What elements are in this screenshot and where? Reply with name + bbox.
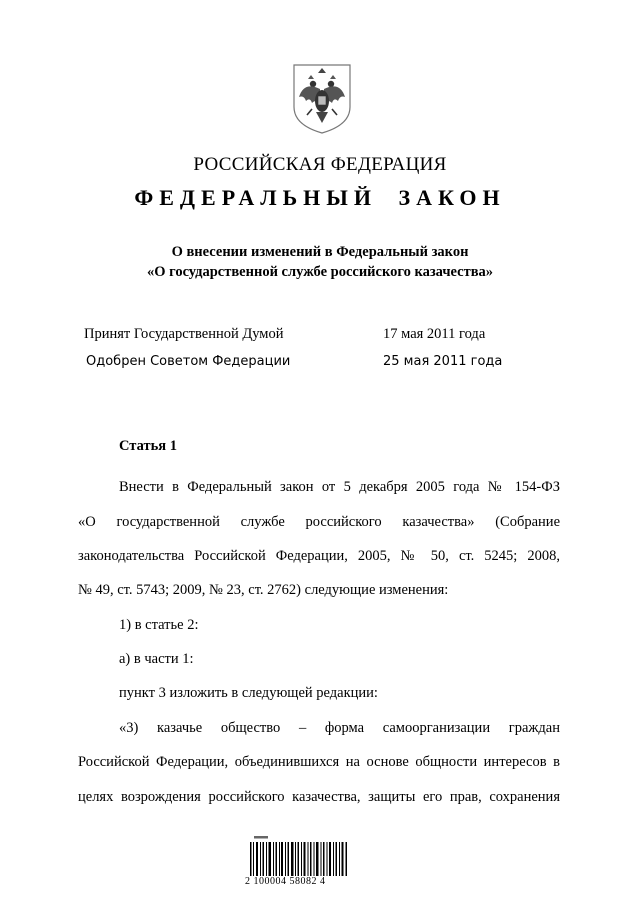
law-title (0, 242, 640, 282)
list-item: 1) в статье 2: (119, 617, 199, 633)
council-approval-label: Одобрен Советом Федерации (86, 354, 291, 369)
quoted-paragraph-line: Российской Федерации, объединившихся на основе общности интересов в (78, 754, 560, 770)
barcode-number: 2 100004 58082 4 (245, 876, 326, 887)
article-heading: Статья 1 (119, 438, 177, 454)
paragraph-line: «О государственной службе российского казачества» (Собрание (78, 514, 560, 530)
country-heading: РОССИЙСКАЯ ФЕДЕРАЦИЯ (193, 154, 447, 175)
quoted-paragraph-line: «3) казачье общество – форма самоорганизации граждан (119, 720, 560, 736)
list-item: а) в части 1: (119, 651, 194, 667)
council-approval-date: 25 мая 2011 года (383, 354, 503, 369)
quoted-paragraph-line: целях возрождения российского казачества, защиты его прав, сохранения (78, 789, 560, 805)
document-type-heading: ФЕДЕРАЛЬНЫЙ ЗАКОН (134, 185, 506, 210)
paragraph-line: № 49, ст. 5743; 2009, № 23, ст. 2762) следующие изменения: (78, 582, 449, 598)
paragraph-line: Внести в Федеральный закон от 5 декабря 2005 года № 154-ФЗ (119, 479, 560, 495)
paragraph-line: законодательства Российской Федерации, 2005, № 50, ст. 5245; 2008, (78, 548, 560, 564)
law-title-line-2: «О государственной службе российского казачества» (146, 264, 494, 280)
law-title-line-1: О внесении изменений в Федеральный закон (171, 244, 469, 260)
barcode-icon (250, 836, 348, 876)
coat-of-arms-icon (290, 63, 354, 135)
duma-adoption-label: Принят Государственной Думой (84, 326, 284, 342)
list-item: пункт 3 изложить в следующей редакции: (119, 685, 378, 701)
duma-adoption-date: 17 мая 2011 года (383, 326, 486, 342)
